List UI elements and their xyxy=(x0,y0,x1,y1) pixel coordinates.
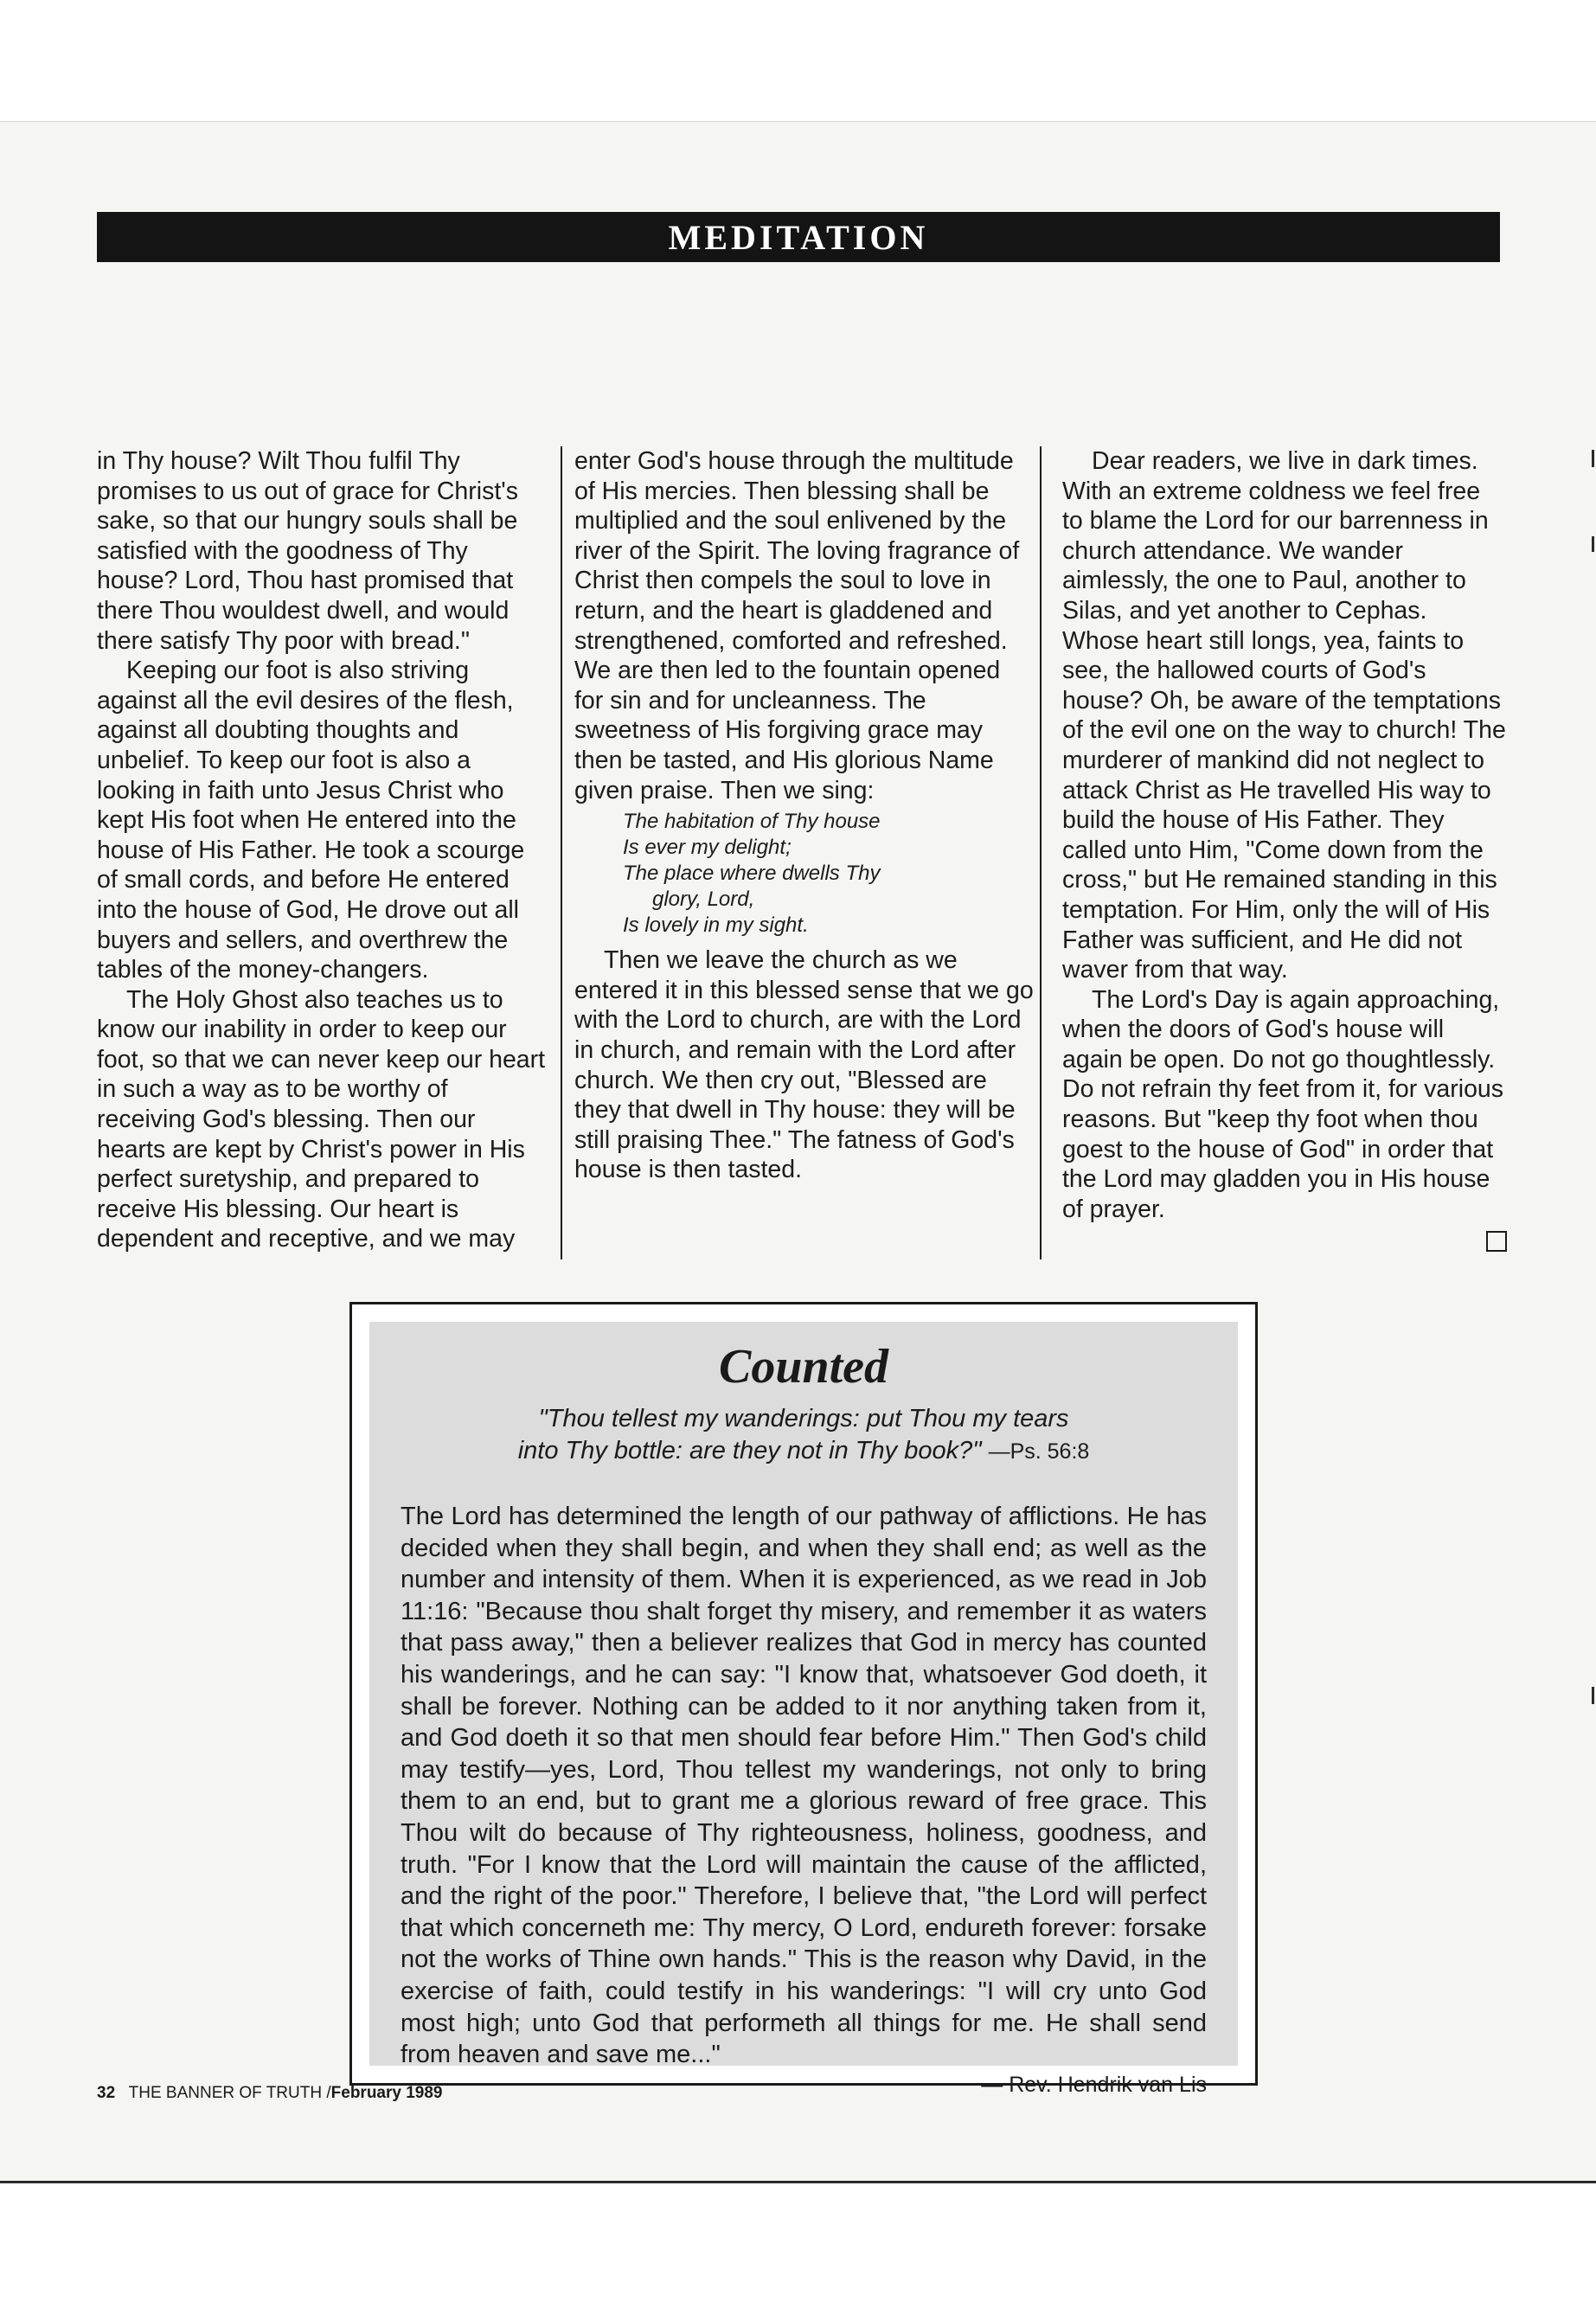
paragraph: Then we leave the church as we entered it in this blessed sense that we go with the Lord to church, are with the Lord in church, and remain with the Lord after church. We then cry out, "Blessed are they that dwell in Thy house: they will be still praising Thee." The fatness of God's house is then tasted. xyxy=(574,946,1034,1184)
scan-edge-mark xyxy=(1592,536,1594,552)
author-signature: — Rev. Hendrik van Lis xyxy=(981,2072,1207,2097)
column-2 xyxy=(574,446,1035,1185)
sidebar-content xyxy=(369,1322,1238,2097)
scan-edge-mark xyxy=(1592,450,1594,467)
end-of-article-icon xyxy=(1486,1231,1507,1252)
paragraph: Dear readers, we live in dark times. With an extreme coldness we feel free to blame the Lord for our barrenness in church attendance. We wander aimlessly, the one to Paul, another to Silas, and yet another to Cephas. Whose heart still longs, yea, faints to see, the hallowed courts of God's house? Oh, be aware of the temptations of the evil one on the way to church! The murderer of mankind did not neglect to attack Christ as He travelled His way to build the house of His Father. They called unto Him, "Come down from the cross," but He remained standing in this temptation. For Him, only the will of His Father was sufficient, and He did not waver from that way. xyxy=(1062,447,1506,984)
paragraph: in Thy house? Wilt Thou fulfil Thy promises to us out of grace for Christ's sake, so that our hungry souls shall be satisfied with the goodness of Thy house? Lord, Thou hast promised that there Thou wouldest dwell, and would there satisfy Thy poor with bread." xyxy=(97,447,518,655)
scripture-quote xyxy=(401,1403,1207,1468)
page-number: 32 xyxy=(97,2084,116,2102)
magazine-page xyxy=(0,121,1596,2183)
article-columns xyxy=(97,446,1507,1372)
issue-date: February 1989 xyxy=(330,2084,443,2102)
poem-line: The place where dwells Thy xyxy=(623,862,881,886)
publication-name: THE BANNER OF TRUTH / xyxy=(128,2084,331,2102)
poem-line: glory, Lord, xyxy=(652,888,755,912)
paragraph: The Holy Ghost also teaches us to know our inability in order to keep our foot, so that we can never keep our heart in such a way as to be worthy of receiving God's blessing. Then our hearts are kept by Christ's power in His perfect suretyship, and prepared to receive His blessing. Our heart is dependent and receptive, and we may xyxy=(97,985,546,1253)
paragraph: enter God's house through the multitude of His mercies. Then blessing shall be multiplied and the soul enlivened by the river of the Spirit. The loving fragrance of Christ then compels the soul to love in return, and the heart is gladdened and strengthened, comforted and refreshed. We are then led to the fountain opened for sin and for uncleanness. The sweetness of His forgiving grace may then be tasted, and His glorious Name given praise. Then we sing: xyxy=(574,447,1020,804)
sidebar-title: Counted xyxy=(718,1340,889,1394)
poem-line: Is lovely in my sight. xyxy=(623,913,809,938)
poem-line: Is ever my delight; xyxy=(623,836,792,860)
verse-line: into Thy bottle: are they not in Thy book?" xyxy=(517,1437,982,1465)
column-divider xyxy=(561,446,562,1259)
poem-line: The habitation of Thy house xyxy=(623,810,881,834)
page-footer xyxy=(97,2084,443,2103)
section-title: MEDITATION xyxy=(668,217,929,257)
section-banner xyxy=(97,212,1500,262)
verse-reference: —Ps. 56:8 xyxy=(988,1439,1090,1464)
verse-line: "Thou tellest my wanderings: put Thou my tears xyxy=(538,1405,1069,1433)
paragraph: The Lord's Day is again approaching, when the doors of God's house will again be open. Do not go thoughtlessly. Do not refrain thy feet from it, for various reasons. But "keep thy foot when thou goest to the house of God" in order that the Lord may gladden you in His house of prayer. xyxy=(1062,985,1504,1223)
psalm-stanza xyxy=(623,809,1035,939)
sidebar-body: The Lord has determined the length of our pathway of afflictions. He has decided when they shall begin, and when they shall end; as well as the number and intensity of them. When it is experienced, as we read in Job 11:16: "Because thou shalt forget thy misery, and remember it as waters that pass away," then a believer realizes that God in mercy has counted his wanderings, and he can say: "I know that, whatsoever God doeth, it shall be forever. Nothing can be added to it nor anything taken from it, and God doeth it so that men should fear before Him." Then God's child may testify—yes, Lord, Thou tellest my wanderings, not only to bring them to an end, but to grant me a glorious reward of free grace. This Thou wilt do because of Thy righteousness, holiness, goodness, and truth. "For I know that the Lord will maintain the cause of the afflicted, and the right of the poor." Therefore, I believe that, "the Lord will perfect that which concerneth me: Thy mercy, O Lord, endureth forever: forsake not the works of Thine own hands." This is the reason why David, in the exercise of faith, could testify in his wanderings: "I will cry unto God most high; unto God that performeth all things for me. He shall send from heaven and save me..." xyxy=(401,1503,1207,2069)
column-divider xyxy=(1040,446,1042,1259)
scan-edge-mark xyxy=(1592,1687,1594,1704)
column-3 xyxy=(1062,446,1507,1252)
paragraph: Keeping our foot is also striving against all the evil desires of the flesh, against all doubting thoughts and unbelief. To keep our foot is also a looking in faith unto Jesus Christ who kept His foot when He entered into the house of His Father. He took a scourge of small cords, and before He entered into the house of God, He drove out all buyers and sellers, and overthrew the tables of the money-changers. xyxy=(97,657,525,984)
column-1 xyxy=(97,446,547,1254)
